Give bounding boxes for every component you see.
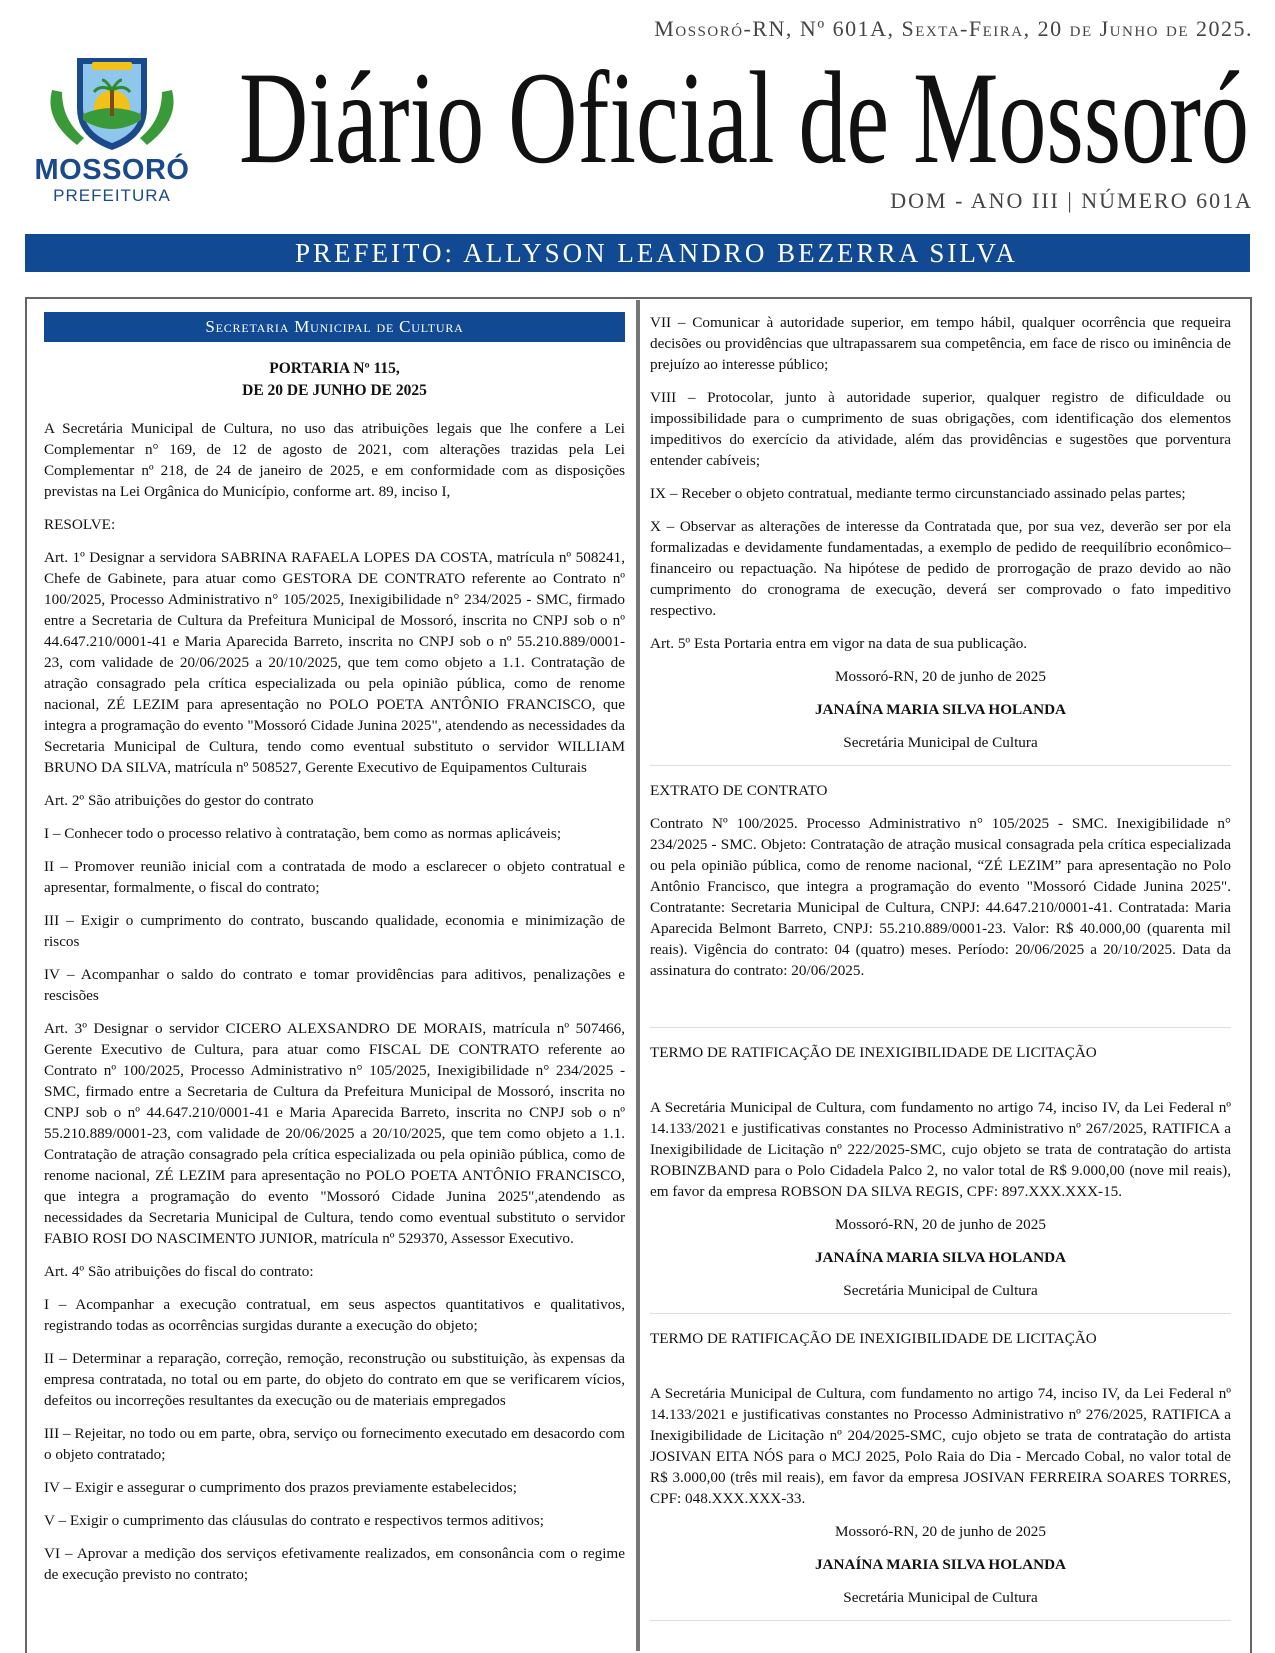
paragraph: I – Acompanhar a execução contratual, em seus aspectos quantitativos e qualitativos, registrando todas as ocorrências surgidas durante a execução do objeto; [44, 1296, 625, 1334]
signatory-name: JANAÍNA MARIA SILVA HOLANDA [814, 701, 1067, 718]
masthead-title [232, 44, 1256, 184]
left-column [44, 312, 625, 1597]
right-column [650, 312, 1231, 1635]
column-divider [636, 300, 640, 1651]
paragraph: IX – Receber o objeto contratual, mediante termo circunstanciado assinado pelas partes; [650, 485, 1186, 502]
paragraph: Art. 2º São atribuições do gestor do contrato [44, 792, 314, 809]
city-crest-icon [22, 50, 202, 155]
paragraph: II – Promover reunião inicial com a contratada de modo a esclarecer o objeto contratual e apresentar, formalmente, o fiscal do contrato; [44, 858, 625, 896]
prefeitura-logo [22, 50, 202, 210]
paragraph: II – Determinar a reparação, correção, remoção, reconstrução ou substituição, às expensas da empresa contratada, no total ou em parte, do objeto do contrato em que se verificarem vícios, defeitos ou incorreções resultantes da execução ou de materiais empregados [44, 1350, 625, 1409]
signature-place-date: Mossoró-RN, 20 de junho de 2025 [835, 1216, 1046, 1233]
termo-text: A Secretária Municipal de Cultura, com fundamento no artigo 74, inciso IV, da Lei Federal nº 14.133/2021 e justificativas constantes no Processo Administrativo nº 267/2025, RATIFICA a Inexigibilidade de Licitação nº 222/2025-SMC, cujo objeto se trata de contratação do artista ROBINZBAND para o Polo Cidadela Palco 2, no valor total de R$ 9.000,00 (nove mil reais), em favor da empresa ROBSON DA SILVA REGIS, CPF: 897.XXX.XXX-15. [650, 1099, 1231, 1200]
extrato-title: EXTRATO DE CONTRATO [650, 782, 828, 799]
mayor-banner [25, 234, 1250, 272]
logo-subtitle: PREFEITURA [53, 186, 171, 205]
paragraph: IV – Exigir e assegurar o cumprimento dos prazos previamente estabelecidos; [44, 1479, 517, 1496]
paragraph: Art. 4º São atribuições do fiscal do contrato: [44, 1263, 314, 1280]
signature-place-date: Mossoró-RN, 20 de junho de 2025 [835, 668, 1046, 685]
section-title: Secretaria Municipal de Cultura [44, 312, 625, 342]
page-header [0, 0, 1275, 240]
paragraph: X – Observar as alterações de interesse da Contratada que, por sua vez, deverão ser por ela formalizadas e devidamente fundamentadas, a exemplo de pedido de reequilíbrio econômico–financeiro ou repactuação. Na hipótese de pedido de prorrogação de prazo devido ao não cumprimento do cronograma de execução, deverá ser comprovado o fato impeditivo respectivo. [650, 518, 1231, 619]
section-separator [650, 1620, 1231, 1621]
paragraph: Art. 1º Designar a servidora SABRINA RAFAELA LOPES DA COSTA, matrícula nº 508241, Chefe de Gabinete, para atuar como GESTORA DE CONTRATO referente ao Contrato nº 100/2025, Processo Administrativo n° 105/2025, Inexigibilidade n° 234/2025 - SMC, firmado entre a Secretaria de Cultura da Prefeitura Municipal de Mossoró, inscrita no CNPJ sob o nº 44.647.210/0001-41 e Maria Aparecida Barreto, inscrita no CNPJ sob o nº 55.210.889/0001-23, com validade de 20/06/2025 a 20/10/2025, que tem como objeto a 1.1. Contratação de atração consagrado pela crítica especializada ou pela opinião pública, como de renome nacional, ZÉ LEZIM para apresentação no POLO POETA ANTÔNIO FRANCISCO, que integra a programação do evento "Mossoró Cidade Junina 2025", atendendo as necessidades da Secretaria Municipal de Cultura, tendo como eventual substituto o servidor WILLIAM BRUNO DA SILVA, matrícula nº 508527, Gerente Executivo de Equipamentos Culturais [44, 549, 625, 776]
edition-number: DOM - ANO III | NÚMERO 601A [890, 188, 1253, 213]
section-separator [650, 1313, 1231, 1314]
extrato-text: Contrato Nº 100/2025. Processo Administrativo n° 105/2025 - SMC. Inexigibilidade n° 234/2025 - SMC. Objeto: Contratação de atração musical consagrada pela crítica especializada ou pela opinião pública, como de renome nacional, “ZÉ LEZIM” para apresentação no Polo Antônio Francisco, que integra a programação do evento "Mossoró Cidade Junina 2025". Contratante: Secretaria Municipal de Cultura, CNPJ: 44.647.210/0001-41. Contratada: Maria Aparecida Belmont Barreto, CNPJ: 55.210.889/0001-23. Valor: R$ 40.000,00 (quarenta mil reais). Vigência do contrato: 04 (quatro) meses. Período: 20/06/2025 a 20/10/2025. Data da assinatura do contrato: 20/06/2025. [650, 815, 1231, 979]
issue-dateline: Mossoró-RN, Nº 601A, Sexta-Feira, 20 de Junho de 2025. [654, 16, 1253, 41]
logo-name: MOSSORÓ [34, 154, 190, 186]
paragraph: V – Exigir o cumprimento das cláusulas do contrato e respectivos termos aditivos; [44, 1512, 544, 1529]
masthead-text: Diário Oficial de Mossoró [239, 44, 1249, 184]
paragraph: VI – Aprovar a medição dos serviços efetivamente realizados, em consonância com o regime de execução previsto no contrato; [44, 1545, 625, 1583]
section-separator [650, 1027, 1231, 1028]
paragraph: I – Conhecer todo o processo relativo à contratação, bem como as normas aplicáveis; [44, 825, 562, 842]
paragraph: A Secretária Municipal de Cultura, no uso das atribuições legais que lhe confere a Lei Complementar n° 169, de 12 de agosto de 2021, com alterações trazidas pela Lei Complementar nº 218, de 24 de janeiro de 2025, e em conformidade com as disposições previstas na Lei Orgânica do Município, conforme art. 89, inciso I, [44, 420, 625, 500]
paragraph: VII – Comunicar à autoridade superior, em tempo hábil, qualquer ocorrência que requeira decisões ou providências que ultrapassarem sua competência, em face de risco ou iminência de prejuízo ao interesse público; [650, 314, 1231, 373]
signatory-role: Secretária Municipal de Cultura [843, 734, 1038, 751]
paragraph: RESOLVE: [44, 516, 116, 533]
paragraph: Art. 5º Esta Portaria entra em vigor na data de sua publicação. [650, 635, 1028, 652]
paragraph: III – Rejeitar, no todo ou em parte, obra, serviço ou fornecimento executado em desacordo com o objeto contratado; [44, 1425, 625, 1463]
paragraph: Art. 3º Designar o servidor CICERO ALEXSANDRO DE MORAIS, matrícula nº 507466, Gerente Executivo de Cultura, para atuar como FISCAL DE CONTRATO referente ao Contrato nº 100/2025, Processo Administrativo n° 105/2025, Inexigibilidade n° 234/2025 - SMC, firmado entre a Secretaria de Cultura da Prefeitura Municipal de Mossoró, inscrita no CNPJ sob o nº 44.647.210/0001-41 e Maria Aparecida Barreto, inscrita no CNPJ sob o nº 55.210.889/0001-23, com validade de 20/06/2025 a 20/10/2025, que tem como objeto a 1.1. Contratação de atração consagrado pela crítica especializada ou pela opinião pública, como de renome nacional, ZÉ LEZIM para apresentação no POLO POETA ANTÔNIO FRANCISCO, que integra a programação do evento "Mossoró Cidade Junina 2025",atendendo as necessidades da Secretaria Municipal de Cultura, tendo como eventual substituto o servidor FABIO ROSI DO NASCIMENTO JUNIOR, matrícula nº 529370, Assessor Executivo. [44, 1020, 625, 1247]
paragraph: IV – Acompanhar o saldo do contrato e tomar providências para aditivos, penalizações e rescisões [44, 966, 625, 1004]
signatory-name: JANAÍNA MARIA SILVA HOLANDA [814, 1556, 1067, 1573]
paragraph: III – Exigir o cumprimento do contrato, buscando qualidade, economia e minimização de riscos [44, 912, 625, 950]
portaria-title: PORTARIA Nº 115, DE 20 DE JUNHO DE 2025 [242, 360, 427, 399]
section-separator [650, 765, 1231, 766]
signature-place-date: Mossoró-RN, 20 de junho de 2025 [835, 1523, 1046, 1540]
termo-title: TERMO DE RATIFICAÇÃO DE INEXIGIBILIDADE DE LICITAÇÃO [650, 1330, 1097, 1347]
signatory-role: Secretária Municipal de Cultura [843, 1282, 1038, 1299]
signatory-role: Secretária Municipal de Cultura [843, 1589, 1038, 1606]
mayor-name: PREFEITO: ALLYSON LEANDRO BEZERRA SILVA [295, 238, 1018, 268]
termo-text: A Secretária Municipal de Cultura, com fundamento no artigo 74, inciso IV, da Lei Federal nº 14.133/2021 e justificativas constantes no Processo Administrativo nº 276/2025, RATIFICA a Inexigibilidade de Licitação nº 204/2025-SMC, cujo objeto se trata de contratação do artista JOSIVAN EITA NÓS para o MCJ 2025, Polo Raia do Dia - Mercado Cobal, no valor total de R$ 3.000,00 (três mil reais), em favor da empresa JOSIVAN FERREIRA SOARES TORRES, CPF: 048.XXX.XXX-33. [650, 1385, 1231, 1507]
paragraph: VIII – Protocolar, junto à autoridade superior, qualquer registro de dificuldade ou impossibilidade para o cumprimento de suas obrigações, com identificação dos elementos impeditivos do exercício da atividade, além das providências e sugestões que porventura entender cabíveis; [650, 389, 1231, 469]
termo-title: TERMO DE RATIFICAÇÃO DE INEXIGIBILIDADE DE LICITAÇÃO [650, 1044, 1097, 1061]
signatory-name: JANAÍNA MARIA SILVA HOLANDA [814, 1249, 1067, 1266]
